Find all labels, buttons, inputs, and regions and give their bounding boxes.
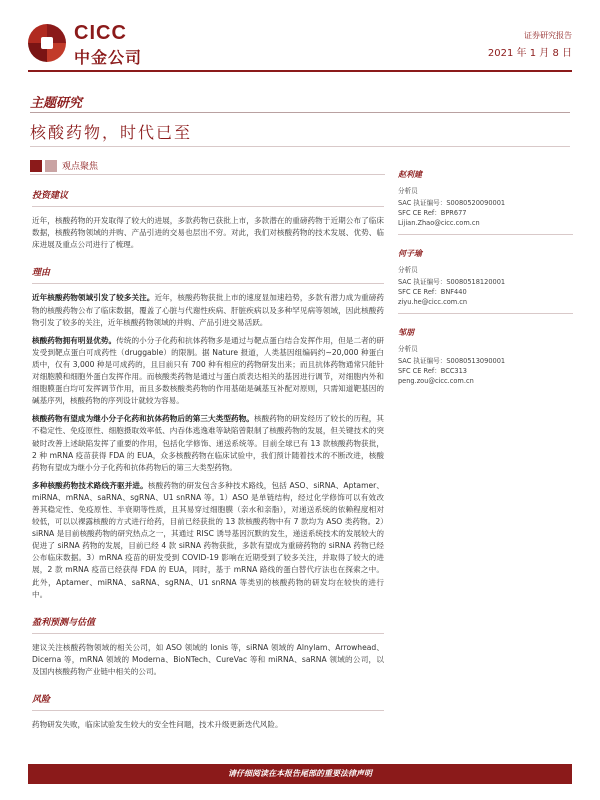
reason-text: 核酸药物的研发包含多种技术路线，包括 ASO、siRNA、Aptamer、miRNA、mRNA、saRNA、sgRNA、U1 snRNA 等。1）ASO 是单链结构，经过化学修饰可以有效改善其稳定性、免疫原性、半衰期等性质，且其易穿过细胞膜（亲水和亲脂），对递送系统的依赖程度相对较低，可以以裸露核酸的方式进行给药，目前已经获批的 13 款核酸药物中有 7 款均为 ASO 类药物。2）siRNA 是目前核酸药物的研究热点之一，其通过 RISC 诱导基因沉默的发生，递送系统技术的发展较大的促进了 siRNA 药物的发展，目前已经 4 款 siRNA 药物获批，多款有望成为重磅药物的 siRNA 药物已经公布临床数据。3）mRNA 疫苗的研发受到 COVID-19 影响在近期受到了较多关注，并取得了较大的进展，2 款 mRNA 疫苗已经获得 FDA 的 EUA，同时，基于 mRNA 路线的蛋白替代疗法也在探索之中。此外，Aptamer、miRNA、saRNA、sgRNA、U1 snRNA 等类别的核酸药物的研发均在较快的进行中。 [32,480,384,599]
analyst-role: 分析员 [398,266,418,274]
analyst-email[interactable]: peng.zou@cicc.com.cn [398,377,474,385]
analyst-role: 分析员 [398,345,418,353]
forecast-heading: 盈利预测与估值 [32,617,96,628]
divider [32,283,384,284]
header-divider [28,70,572,72]
analyst-sfc: SFC CE Ref：BPR677 [398,209,467,217]
reason-text: 核酸药物的研发经历了较长的历程，其不稳定性、免疫原性、细胞摄取效率低、内吞体逃逸难等缺陷曾限制了核酸药物的发展，但关键技术的突破时改善上述缺陷发挥了重要的作用，包括化学修饰、递送系统等。目前全球已有 13 款核酸药物获批，2 种 mRNA 疫苗获得 FDA 的 EUA，众多核酸药物在临床试验中，我们预计随着技术的不断改进，核酸药物有望成为继小分子化药和抗体药物后的第三大类型药物。 [32,414,385,472]
analyst-card [398,328,573,386]
analyst-email[interactable]: ziyu.he@cicc.com.cn [398,298,468,306]
reason-lead: 核酸药物拥有明显优势。 [32,335,117,345]
divider [30,174,385,175]
reason-lead: 多种核酸药物技术路线齐驱并进。 [32,480,148,490]
divider [30,112,570,113]
main-content [32,190,384,737]
analyst-name: 邹朋 [398,328,414,337]
reason-paragraph [32,292,384,328]
tag-square-light-icon [45,160,57,172]
divider [30,146,570,147]
cicc-logo [28,22,168,68]
analyst-sac: SAC 执证编号：S0080518120001 [398,278,506,286]
reason-lead: 核酸药物有望成为继小分子化药和抗体药物后的第三大类型药物。 [32,414,254,424]
investment-heading: 投资建议 [32,191,69,201]
viewpoint-tag [30,155,99,172]
reason-lead: 近年核酸药物领域引发了较多关注。 [32,293,155,303]
report-category: 主题研究 [30,96,83,111]
tag-square-dark-icon [30,160,42,172]
legal-notice[interactable]: 请仔细阅读在本报告尾部的重要法律声明 [228,769,372,778]
brand-cn: 中金公司 [74,48,143,67]
analyst-card [398,170,573,235]
analyst-card [398,249,573,314]
analyst-sidebar [398,170,573,400]
analyst-email[interactable]: Lijian.Zhao@cicc.com.cn [398,219,480,227]
analyst-sfc: SFC CE Ref：BNF440 [398,288,467,296]
reason-paragraph [32,335,384,408]
analyst-sac: SAC 执证编号：S0080520090001 [398,199,506,207]
cicc-logo-icon [28,24,66,62]
brand-en: CICC [74,22,127,44]
divider [32,710,384,711]
risk-heading: 风险 [32,695,51,706]
reason-text: 近年，核酸药物获批上市的速度显加速趋势，多款有潜力成为重磅药物的核酸药物公布了临床数据，覆盖了心脏与代谢性疾病、肝脏疾病以及多种罕见病等领域，因此核酸药物引发了较多的关注，近年核酸药物领域的并购、产品引进交易活跃。 [32,293,385,327]
reason-paragraph [32,413,384,473]
analyst-sfc: SFC CE Ref：BCC313 [398,367,468,375]
investment-body: 近年，核酸药物的开发取得了较大的进展，多款药物已获批上市，多款潜在的重磅药物于近期公布了临床数据，核酸药物领域的并购、产品引进的交易也层出不穷。对此，我们对核酸药物的技术发展、优势、临床进展及重点公司进行了梳理。 [32,216,384,250]
tag-label: 观点聚焦 [62,162,99,172]
forecast-body: 建议关注核酸药物领域的相关公司，如 ASO 领域的 Ionis 等，siRNA 领域的 Alnylam、Arrowhead、Dicerna 等，mRNA 领域的 Moderna、BioNTech、CureVac 等和 miRNA、saRNA 领域的公司，以及国内核酸药物产业链中相关的公司。 [32,642,384,676]
analyst-name: 赵利建 [398,170,422,179]
divider [32,206,384,207]
divider [398,313,573,314]
report-type: 证券研究报告 [524,31,572,40]
reasons-heading: 理由 [32,268,51,279]
divider [398,234,573,235]
analyst-role: 分析员 [398,187,418,195]
reason-paragraph [32,480,384,601]
analyst-name: 何子瑜 [398,249,422,258]
reason-text: 传统的小分子化药和抗体药物多是通过与靶点蛋白结合发挥作用，但是二者的研发受到靶点蛋白可成药性（druggable）的限制。据 Nature 报道，人类基因组编码约~20,000 种蛋白质中，仅有 3,000 种是可成药的，且目前只有 700 种有相应的药物研发出来；而且抗体药物通常只能针对细胞膜和细胞外蛋白发挥作用。而核酸类药物是通过与蛋白质表达相关的基因进行调节，对细胞内外和细胞膜蛋白均可发挥调节作用，而且多数核酸类药物的作用基础是碱基互补配对原则，只需知道靶基因的碱基序列，核酸药物的序列设计就较为容易。 [32,335,384,406]
risk-body: 药物研发失败，临床试验发生较大的安全性问题，技术升级更新迭代风险。 [32,720,283,730]
analyst-sac: SAC 执证编号：S0080513090001 [398,357,506,365]
page-title: 核酸药物，时代已至 [30,123,193,142]
report-date: 2021 年 1 月 8 日 [487,48,572,59]
divider [32,633,384,634]
